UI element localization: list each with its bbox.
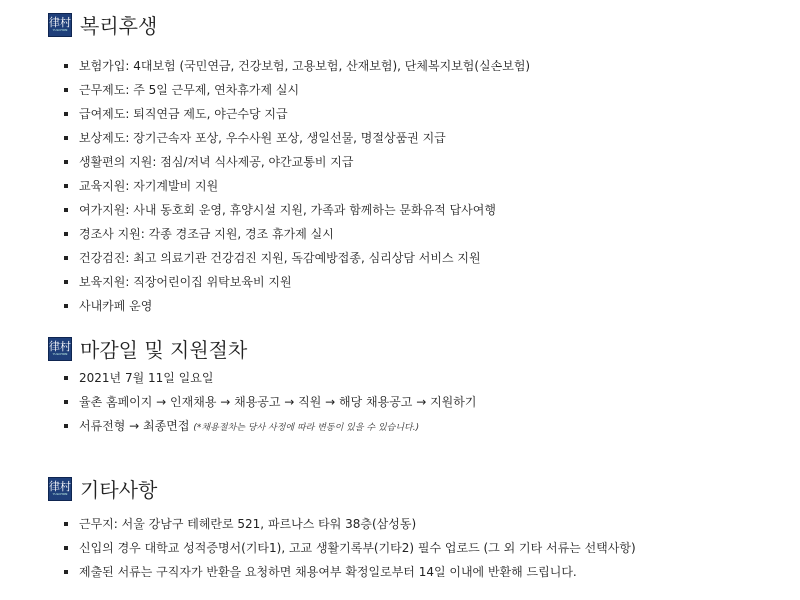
list-item: 보상제도: 장기근속자 포상, 우수사원 포상, 생일선물, 명절상품권 지급 bbox=[62, 130, 530, 154]
list-item: 건강검진: 최고 의료기관 건강검진 지원, 독감예방접종, 심리상담 서비스 지원 bbox=[62, 250, 530, 274]
list-item: 경조사 지원: 각종 경조금 지원, 경조 휴가제 실시 bbox=[62, 226, 530, 250]
list-item: 보험가입: 4대보험 (국민연금, 건강보험, 고용보험, 산재보험), 단체복지보험(실손보험) bbox=[62, 58, 530, 82]
list-item: 급여제도: 퇴직연금 제도, 야근수당 지급 bbox=[62, 106, 530, 130]
yulchon-logo-icon: 律村 YULCHON bbox=[48, 477, 72, 501]
section-header-deadline bbox=[48, 334, 247, 363]
list-item: 사내카페 운영 bbox=[62, 298, 530, 322]
list-item: 제출된 서류는 구직자가 반환을 요청하면 채용여부 확정일로부터 14일 이내에 반환해 드립니다. bbox=[62, 564, 636, 588]
section-title: 마감일 및 지원절차 bbox=[80, 338, 248, 362]
process-note: (*채용절차는 당사 사정에 따라 변동이 있을 수 있습니다.) bbox=[193, 423, 420, 433]
other-list bbox=[62, 516, 636, 588]
list-item: 생활편의 지원: 점심/저녁 식사제공, 야간교통비 지급 bbox=[62, 154, 530, 178]
section-title: 복리후생 bbox=[80, 14, 158, 38]
section-title: 기타사항 bbox=[80, 478, 158, 502]
yulchon-logo-icon: 律村 YULCHON bbox=[48, 13, 72, 37]
list-item: 신입의 경우 대학교 성적증명서(기타1), 고교 생활기록부(기타2) 필수 업로드 (그 외 기타 서류는 선택사항) bbox=[62, 540, 636, 564]
section-header-benefits bbox=[48, 10, 157, 39]
deadline-list bbox=[62, 370, 476, 442]
list-item: 율촌 홈페이지 → 인재채용 → 채용공고 → 직원 → 해당 채용공고 → 지원하기 bbox=[62, 394, 476, 418]
benefits-list bbox=[62, 58, 530, 322]
list-item: 근무제도: 주 5일 근무제, 연차휴가제 실시 bbox=[62, 82, 530, 106]
list-item bbox=[62, 418, 476, 442]
list-item: 2021년 7월 11일 일요일 bbox=[62, 370, 476, 394]
list-item-text: 서류전형 → 최종면접 bbox=[79, 419, 190, 433]
section-header-other bbox=[48, 474, 157, 503]
list-item: 보육지원: 직장어린이집 위탁보육비 지원 bbox=[62, 274, 530, 298]
list-item: 여가지원: 사내 동호회 운영, 휴양시설 지원, 가족과 함께하는 문화유적 답사여행 bbox=[62, 202, 530, 226]
yulchon-logo-icon: 律村 YULCHON bbox=[48, 337, 72, 361]
list-item: 근무지: 서울 강남구 테헤란로 521, 파르나스 타워 38층(삼성동) bbox=[62, 516, 636, 540]
list-item: 교육지원: 자기계발비 지원 bbox=[62, 178, 530, 202]
